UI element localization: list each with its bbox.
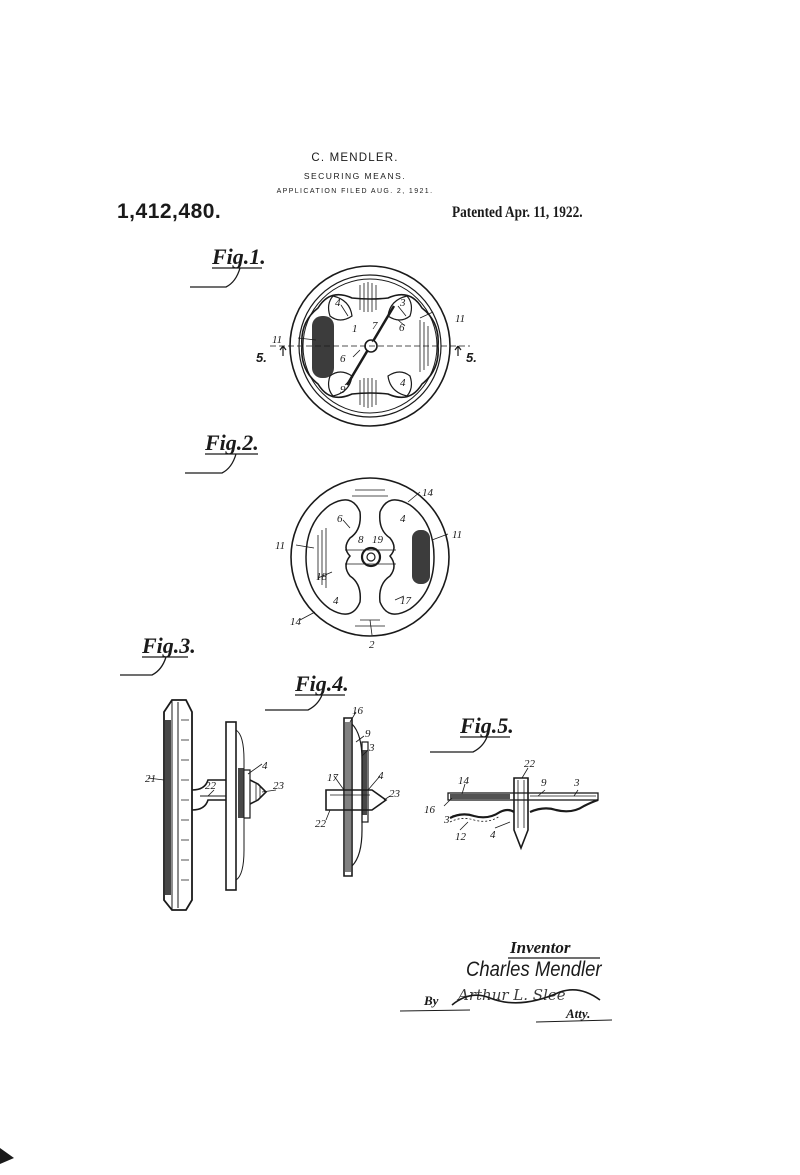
patent-date: Patented Apr. 11, 1922. [452, 204, 583, 221]
fig2-ref: 14 [290, 616, 301, 628]
fig1-ref: 3 [400, 297, 406, 309]
fig1-ref: 6 [399, 322, 405, 334]
patent-number: 1,412,480. [117, 200, 222, 223]
fig1-drawing [270, 266, 470, 426]
fig3-ref: 21 [145, 773, 156, 785]
fig1-ref: 4 [335, 297, 341, 309]
fig1-section-mark: 5. [466, 350, 477, 365]
fig5-ref: 3 [574, 777, 580, 789]
fig3-ref: 4 [262, 760, 268, 772]
fig4-ref: 9 [365, 728, 371, 740]
inventor-header: C. MENDLER. [311, 152, 399, 164]
fig1-ref: 4 [400, 377, 406, 389]
fig5-ref: 22 [524, 758, 535, 770]
fig1-ref: 7 [372, 320, 378, 332]
fig4-ref: 3 [369, 742, 375, 754]
fig2-ref: 2 [369, 639, 375, 651]
page-corner-mark [0, 1148, 14, 1164]
fig2-ref: 17 [400, 595, 411, 607]
fig2-ref: 4 [400, 513, 406, 525]
fig1-ref: 11 [455, 313, 466, 325]
fig1-ref: 6 [340, 353, 346, 365]
attorney-signature: Arthur L. Slee [458, 986, 566, 1004]
fig4-drawing [326, 712, 390, 876]
fig3-ref: 23 [273, 780, 284, 792]
fig5-ref: 3 [444, 814, 450, 826]
fig1-ref: 1 [352, 323, 358, 335]
fig5-ref: 12 [455, 831, 466, 843]
fig1-section-mark: 5. [256, 350, 267, 365]
fig5-ref: 16 [424, 804, 435, 816]
fig2-ref: 18 [316, 571, 327, 583]
attorney-label: Atty. [566, 1006, 591, 1021]
fig4-reference-numerals [315, 705, 401, 830]
fig1-ref: 11 [272, 334, 283, 346]
fig5-label: Fig.5. [460, 713, 514, 738]
application-filed-line: APPLICATION FILED AUG. 2, 1921. [276, 188, 434, 195]
fig4-ref: 17 [327, 772, 338, 784]
fig2-ref: 11 [452, 529, 463, 541]
inventor-label: Inventor [510, 938, 571, 957]
fig4-label: Fig.4. [295, 671, 349, 696]
fig4-ref: 22 [315, 818, 326, 830]
fig5-ref: 4 [490, 829, 496, 841]
fig4-ref: 23 [389, 788, 400, 800]
fig3-label: Fig.3. [142, 633, 196, 658]
fig5-ref: 9 [541, 777, 547, 789]
by-label: By [424, 993, 439, 1008]
fig2-ref: 14 [422, 487, 433, 499]
fig2-ref: 11 [275, 540, 286, 552]
patent-title: SECURING MEANS. [303, 171, 407, 181]
fig1-label: Fig.1. [212, 244, 266, 269]
fig2-ref: 6 [337, 513, 343, 525]
fig3-ref: 22 [205, 780, 216, 792]
fig4-ref: 4 [378, 770, 384, 782]
fig2-ref: 19 [372, 534, 383, 546]
fig5-ref: 14 [458, 775, 469, 787]
fig2-drawing [291, 478, 449, 636]
inventor-name: Charles Mendler [466, 958, 602, 981]
fig2-ref: 4 [333, 595, 339, 607]
fig2-label: Fig.2. [205, 430, 259, 455]
fig2-ref: 8 [358, 534, 364, 546]
fig4-ref: 16 [352, 705, 363, 717]
fig3-drawing [148, 700, 276, 910]
fig1-ref: 9 [340, 384, 346, 396]
